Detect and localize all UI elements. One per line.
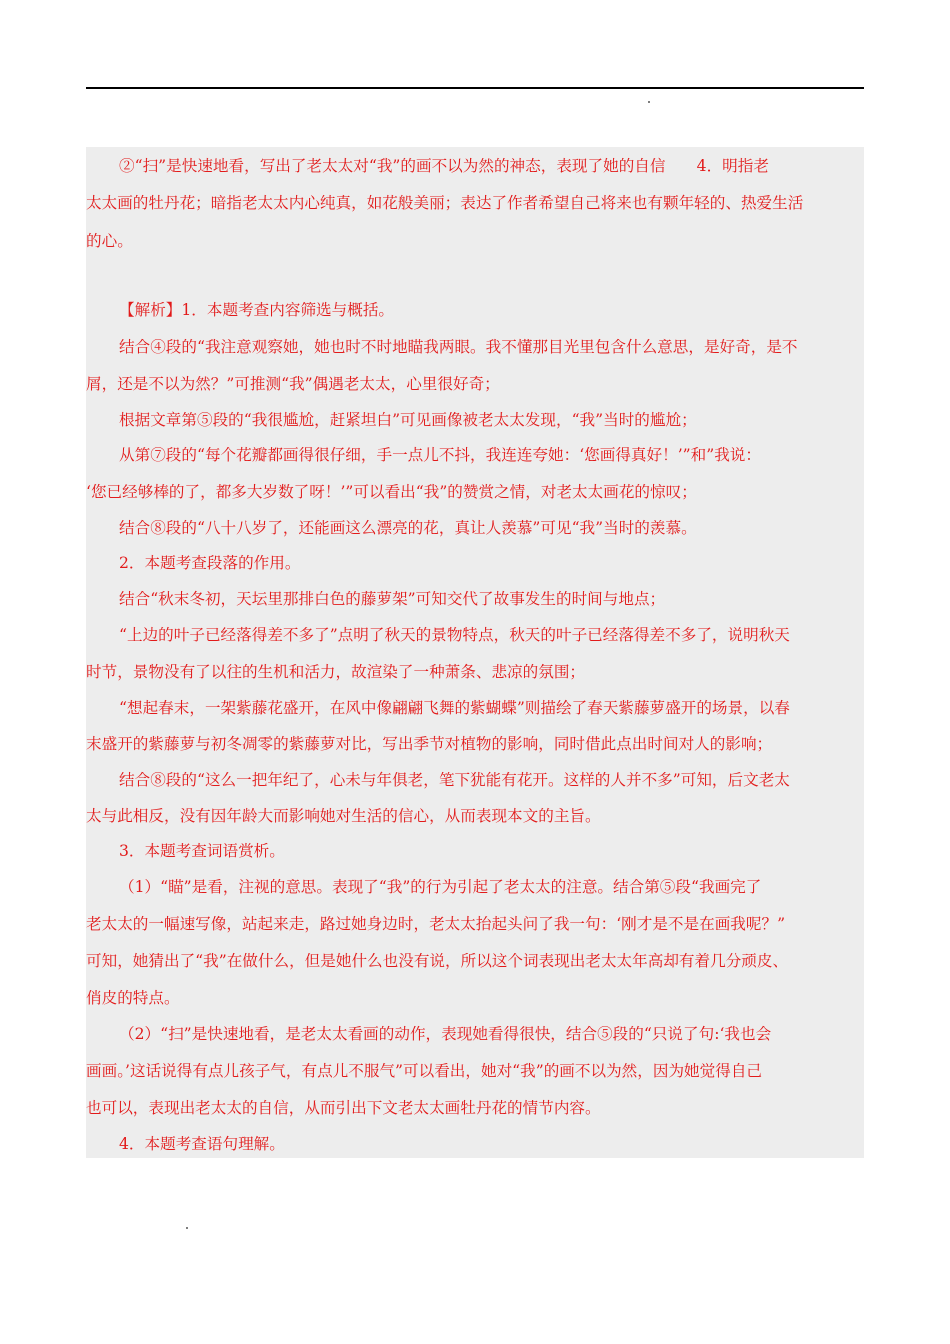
section-heading: 2．本题考查段落的作用。 [119,554,301,572]
text-line: 屑，还是不以为然？”可推测“我”偶遇老太太，心里很好奇； [86,375,500,393]
text-line: ②“扫”是快速地看，写出了老太太对“我”的画不以为然的神态，表现了她的自信 4．明指老 [119,157,769,175]
text-line: 太太画的牡丹花；暗指老太太内心纯真，如花般美丽；表达了作者希望自己将来也有颗年轻的、热爱生活 [86,194,804,212]
text-line: “上边的叶子已经落得差不多了”点明了秋天的景物特点，秋天的叶子已经落得差不多了，说明秋天 [119,626,790,644]
text-line: 画画。’这话说得有点儿孩子气，有点儿不服气”可以看出，她对“我”的画不以为然，因为她觉得自己 [86,1062,763,1080]
text-line: 也可以，表现出老太太的自信，从而引出下文老太太画牡丹花的情节内容。 [86,1099,601,1117]
text-line: 老太太的一幅速写像，站起来走，路过她身边时，老太太抬起头问了我一句：‘刚才是不是在画我呢？” [86,915,786,933]
text-line: 根据文章第⑤段的“我很尴尬，赶紧坦白”可见画像被老太太发现，“我”当时的尴尬； [119,411,697,429]
text-line: 结合⑧段的“八十八岁了，还能画这么漂亮的花，真让人羡慕”可见“我”当时的羡慕。 [119,519,697,537]
text-line: 时节，景物没有了以往的生机和活力，故渲染了一种萧条、悲凉的氛围； [86,663,586,681]
text-line: 结合④段的“我注意观察她，她也时不时地瞄我两眼。我不懂那目光里包含什么意思，是好奇，是不 [119,338,798,356]
header-rule [86,87,864,89]
section-heading: 3．本题考查词语赏析。 [119,842,285,860]
header-dot [648,101,650,103]
text-line: “想起春末，一架紫藤花盛开，在风中像翩翩飞舞的紫蝴蝶”则描绘了春天紫藤萝盛开的场景，以春 [119,699,790,717]
text-line: 太与此相反，没有因年龄大而影响她对生活的信心，从而表现本文的主旨。 [86,807,601,825]
analysis-heading: 【解析】1．本题考查内容筛选与概括。 [119,301,395,319]
text-line: 可知，她猜出了“我”在做什么，但是她什么也没有说，所以这个词表现出老太太年高却有着几分顽皮、 [86,952,789,970]
text-line: 从第⑦段的“每个花瓣都画得很仔细，手一点儿不抖，我连连夸她：‘您画得真好！’”和”我说： [119,446,761,464]
text-line: 俏皮的特点。 [86,989,180,1007]
text-line: 的心。 [86,232,133,250]
section-heading: 4．本题考查语句理解。 [119,1135,285,1153]
footer-dot [186,1227,188,1229]
answer-analysis-block [86,147,864,1158]
text-line: 结合⑧段的“这么一把年纪了，心未与年俱老，笔下犹能有花开。这样的人并不多”可知，后文老太 [119,771,790,789]
text-line: 结合“秋末冬初，天坛里那排白色的藤萝架”可知交代了故事发生的时间与地点； [119,590,666,608]
text-line: 末盛开的紫藤萝与初冬凋零的紫藤萝对比，写出季节对植物的影响，同时借此点出时间对人的影响； [86,735,773,753]
text-line: （2）“扫”是快速地看，是老太太看画的动作，表现她看得很快，结合⑤段的“只说了句:‘我也会 [119,1025,772,1043]
text-line: ‘您已经够棒的了，都多大岁数了呀！’”可以看出“我”的赞赏之情，对老太太画花的惊叹； [86,483,697,501]
text-line: （1）“瞄”是看，注视的意思。表现了“我”的行为引起了老太太的注意。结合第⑤段“我画完了 [119,878,762,896]
